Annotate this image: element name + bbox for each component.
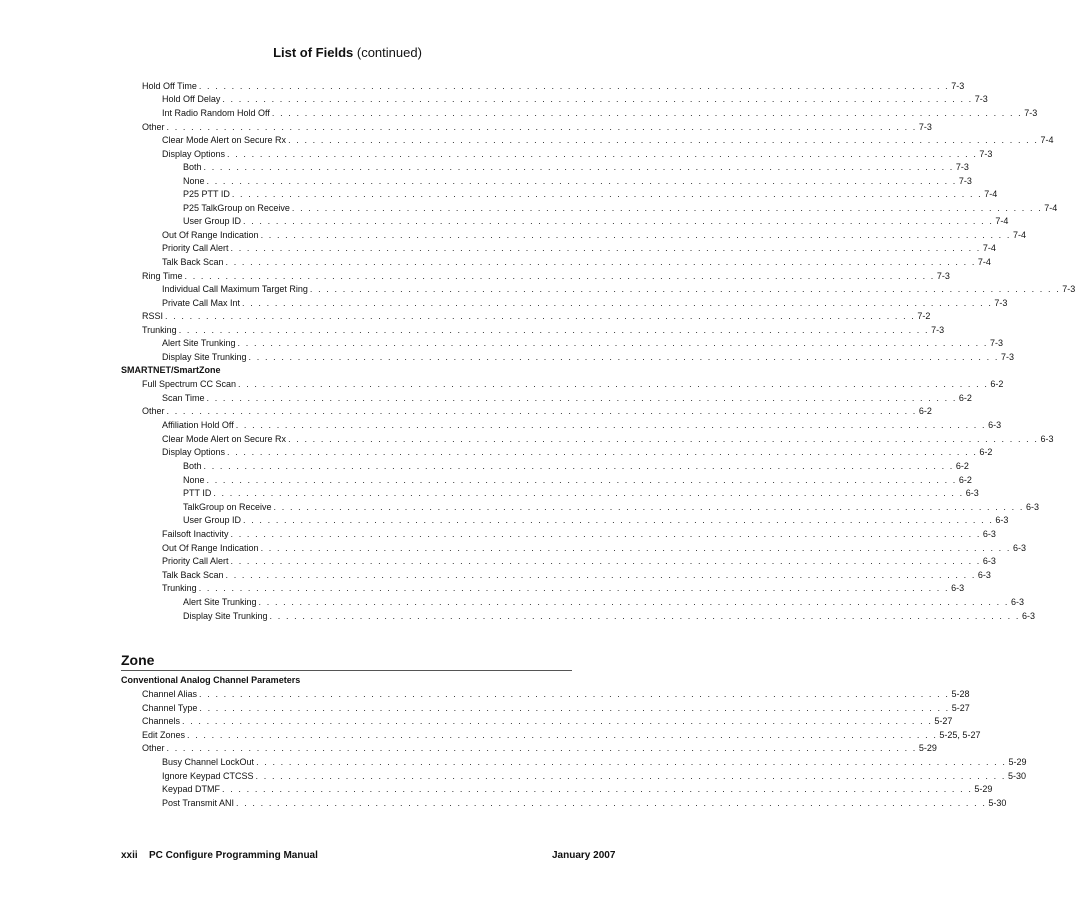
entry-page-number: 6-3 [982,529,996,539]
entry-label: Full Spectrum CC Scan [142,379,237,389]
entry-label: Priority Call Alert [162,243,229,253]
dot-leader: . . . . . . . . . . . . . . . . . . . . . . . . . . . . . . . . . . . . . . . . . . . . . . . . . . . . . . . . . . . . . . . . . . . . . . . . . . . . . . . . . . . . . . . . . . . . [178,325,930,335]
entry-label: PTT ID [183,488,212,498]
entry-page-number: 5-27 [951,703,970,713]
entry-page-number: 7-4 [1044,203,1058,213]
entry-label: Display Site Trunking [162,352,247,362]
dot-leader: . . . . . . . . . . . . . . . . . . . . . . . . . . . . . . . . . . . . . . . . . . . . . . . . . . . . . . . . . . . . . . . . . . . . . . . . . . . . . . . . . . . . . . . . . . . . [203,162,954,172]
entry-label: Busy Channel LockOut [162,757,255,767]
entry-page-number: 6-3 [1025,502,1039,512]
dot-leader: . . . . . . . . . . . . . . . . . . . . . . . . . . . . . . . . . . . . . . . . . . . . . . . . . . . . . . . . . . . . . . . . . . . . . . . . . . . . . . . . . . . . . . . . . . . . [222,94,973,104]
dot-leader: . . . . . . . . . . . . . . . . . . . . . . . . . . . . . . . . . . . . . . . . . . . . . . . . . . . . . . . . . . . . . . . . . . . . . . . . . . . . . . . . . . . . . . . . . . . . [236,798,987,808]
index-entry [183,460,969,473]
entry-label: Channel Alias [142,689,198,699]
entry-page-number: 6-3 [951,583,965,593]
entry-page-number: 7-3 [974,94,988,104]
subheading-conventional-analog: Conventional Analog Channel Parameters [121,675,301,685]
entry-page-number: 7-3 [994,298,1008,308]
dot-leader: . . . . . . . . . . . . . . . . . . . . . . . . . . . . . . . . . . . . . . . . . . . . . . . . . . . . . . . . . . . . . . . . . . . . . . . . . . . . . . . . . . . . . . . . . . . . [235,420,987,430]
entry-page-number: 7-4 [982,243,996,253]
entry-page-number: 7-3 [951,81,965,91]
dot-leader: . . . . . . . . . . . . . . . . . . . . . . . . . . . . . . . . . . . . . . . . . . . . . . . . . . . . . . . . . . . . . . . . . . . . . . . . . . . . . . . . . . . . . . . . . . . . [260,543,1011,553]
footer-page-number: xxii [121,850,138,861]
dot-leader: . . . . . . . . . . . . . . . . . . . . . . . . . . . . . . . . . . . . . . . . . . . . . . . . . . . . . . . . . . . . . . . . . . . . . . . . . . . . . . . . . . . . . . . . . . . . [222,784,973,794]
dot-leader: . . . . . . . . . . . . . . . . . . . . . . . . . . . . . . . . . . . . . . . . . . . . . . . . . . . . . . . . . . . . . . . . . . . . . . . . . . . . . . . . . . . . . . . . . . . . [166,122,917,132]
index-entry [142,324,945,337]
dot-leader: . . . . . . . . . . . . . . . . . . . . . . . . . . . . . . . . . . . . . . . . . . . . . . . . . . . . . . . . . . . . . . . . . . . . . . . . . . . . . . . . . . . . . . . . . . . . [166,743,917,753]
entry-label: Display Options [162,149,226,159]
entry-page-number: 7-3 [931,325,945,335]
entry-page-number: 7-4 [1040,135,1054,145]
subheading-smartnet-smartzone: SMARTNET/SmartZone [121,365,221,375]
entry-page-number: 5-25, 5-27 [939,730,981,740]
dot-leader: . . . . . . . . . . . . . . . . . . . . . . . . . . . . . . . . . . . . . . . . . . . . . . . . . . . . . . . . . . . . . . . . . . . . . . . . . . . . . . . . . . . . . . . . . . . . [269,611,1020,621]
entry-page-number: 6-3 [1012,543,1026,553]
entry-label: Alert Site Trunking [162,338,236,348]
entry-label: Other [142,122,165,132]
entry-page-number: 6-2 [955,461,969,471]
entry-page-number: 7-3 [958,176,972,186]
index-entry [183,161,969,174]
dot-leader: . . . . . . . . . . . . . . . . . . . . . . . . . . . . . . . . . . . . . . . . . . . . . . . . . . . . . . . . . . . . . . . . . . . . . . . . . . . . . . . . . . . . . . . . . . . . [231,189,983,199]
index-entry [162,93,988,106]
dot-leader: . . . . . . . . . . . . . . . . . . . . . . . . . . . . . . . . . . . . . . . . . . . . . . . . . . . . . . . . . . . . . . . . . . . . . . . . . . . . . . . . . . . . . . . . . . . . [243,216,994,226]
entry-page-number: 7-4 [1012,230,1026,240]
index-entry [162,283,1075,296]
dot-leader: . . . . . . . . . . . . . . . . . . . . . . . . . . . . . . . . . . . . . . . . . . . . . . . . . . . . . . . . . . . . . . . . . . . . . . . . . . . . . . . . . . . . . . . . . . . . [203,461,954,471]
index-entry [162,770,1026,783]
dot-leader: . . . . . . . . . . . . . . . . . . . . . . . . . . . . . . . . . . . . . . . . . . . . . . . . . . . . . . . . . . . . . . . . . . . . . . . . . . . . . . . . . . . . . . . . . . . . [288,434,1039,444]
entry-page-number: 7-4 [984,189,998,199]
entry-label: Both [183,162,202,172]
entry-page-number: 6-2 [979,447,993,457]
entry-label: P25 TalkGroup on Receive [183,203,290,213]
entry-label: Private Call Max Int [162,298,241,308]
dot-leader: . . . . . . . . . . . . . . . . . . . . . . . . . . . . . . . . . . . . . . . . . . . . . . . . . . . . . . . . . . . . . . . . . . . . . . . . . . . . . . . . . . . . . . . . . . . . [225,570,976,580]
entry-page-number: 7-2 [917,311,931,321]
index-entry [162,351,1014,364]
dot-leader: . . . . . . . . . . . . . . . . . . . . . . . . . . . . . . . . . . . . . . . . . . . . . . . . . . . . . . . . . . . . . . . . . . . . . . . . . . . . . . . . . . . . . . . . . . . . [258,597,1009,607]
entry-label: User Group ID [183,515,242,525]
dot-leader: . . . . . . . . . . . . . . . . . . . . . . . . . . . . . . . . . . . . . . . . . . . . . . . . . . . . . . . . . . . . . . . . . . . . . . . . . . . . . . . . . . . . . . . . . . . . [198,583,950,593]
dot-leader: . . . . . . . . . . . . . . . . . . . . . . . . . . . . . . . . . . . . . . . . . . . . . . . . . . . . . . . . . . . . . . . . . . . . . . . . . . . . . . . . . . . . . . . . . . . . [227,149,978,159]
entry-label: Talk Back Scan [162,257,224,267]
index-entry [162,528,996,541]
index-entry [162,107,1038,120]
entry-label: Hold Off Time [142,81,197,91]
index-entry [162,419,1002,432]
index-entry [162,783,993,796]
index-entry [162,446,993,459]
entry-label: TalkGroup on Receive [183,502,272,512]
dot-leader: . . . . . . . . . . . . . . . . . . . . . . . . . . . . . . . . . . . . . . . . . . . . . . . . . . . . . . . . . . . . . . . . . . . . . . . . . . . . . . . . . . . . . . . . . . . . [243,515,994,525]
dot-leader: . . . . . . . . . . . . . . . . . . . . . . . . . . . . . . . . . . . . . . . . . . . . . . . . . . . . . . . . . . . . . . . . . . . . . . . . . . . . . . . . . . . . . . . . . . . . [291,203,1043,213]
dot-leader: . . . . . . . . . . . . . . . . . . . . . . . . . . . . . . . . . . . . . . . . . . . . . . . . . . . . . . . . . . . . . . . . . . . . . . . . . . . . . . . . . . . . . . . . . . . . [199,689,950,699]
dot-leader: . . . . . . . . . . . . . . . . . . . . . . . . . . . . . . . . . . . . . . . . . . . . . . . . . . . . . . . . . . . . . . . . . . . . . . . . . . . . . . . . . . . . . . . . . . . . [260,230,1011,240]
index-entry [183,610,1035,623]
index-entry [142,270,950,283]
entry-label: Scan Time [162,393,205,403]
entry-page-number: 6-2 [918,406,932,416]
entry-page-number: 7-3 [936,271,950,281]
entry-label: User Group ID [183,216,242,226]
section-divider [121,670,572,671]
entry-page-number: 7-3 [1062,284,1075,294]
entry-label: Channels [142,716,181,726]
dot-leader: . . . . . . . . . . . . . . . . . . . . . . . . . . . . . . . . . . . . . . . . . . . . . . . . . . . . . . . . . . . . . . . . . . . . . . . . . . . . . . . . . . . . . . . . . . . . [198,81,950,91]
dot-leader: . . . . . . . . . . . . . . . . . . . . . . . . . . . . . . . . . . . . . . . . . . . . . . . . . . . . . . . . . . . . . . . . . . . . . . . . . . . . . . . . . . . . . . . . . . . . [187,730,938,740]
index-entry [142,729,981,742]
entry-label: Hold Off Delay [162,94,221,104]
entry-label: Talk Back Scan [162,570,224,580]
index-entry [142,378,1004,391]
entry-page-number: 6-2 [958,475,972,485]
index-entry [142,80,965,93]
index-entry [162,433,1054,446]
index-entry [142,121,932,134]
dot-leader: . . . . . . . . . . . . . . . . . . . . . . . . . . . . . . . . . . . . . . . . . . . . . . . . . . . . . . . . . . . . . . . . . . . . . . . . . . . . . . . . . . . . . . . . . . . . [238,379,989,389]
entry-page-number: 5-28 [951,689,970,699]
entry-label: Int Radio Random Hold Off [162,108,270,118]
index-entry [183,215,1009,228]
index-entry [183,474,972,487]
entry-page-number: 6-2 [958,393,972,403]
entry-label: Ignore Keypad CTCSS [162,771,254,781]
dot-leader: . . . . . . . . . . . . . . . . . . . . . . . . . . . . . . . . . . . . . . . . . . . . . . . . . . . . . . . . . . . . . . . . . . . . . . . . . . . . . . . . . . . . . . . . . . . . [213,488,964,498]
entry-page-number: 6-3 [982,556,996,566]
entry-page-number: 7-3 [1024,108,1038,118]
dot-leader: . . . . . . . . . . . . . . . . . . . . . . . . . . . . . . . . . . . . . . . . . . . . . . . . . . . . . . . . . . . . . . . . . . . . . . . . . . . . . . . . . . . . . . . . . . . . [256,757,1007,767]
dot-leader: . . . . . . . . . . . . . . . . . . . . . . . . . . . . . . . . . . . . . . . . . . . . . . . . . . . . . . . . . . . . . . . . . . . . . . . . . . . . . . . . . . . . . . . . . . . . [206,475,957,485]
entry-page-number: 7-4 [995,216,1009,226]
entry-page-number: 5-27 [934,716,953,726]
entry-page-number: 6-3 [995,515,1009,525]
index-entry [142,310,931,323]
dot-leader: . . . . . . . . . . . . . . . . . . . . . . . . . . . . . . . . . . . . . . . . . . . . . . . . . . . . . . . . . . . . . . . . . . . . . . . . . . . . . . . . . . . . . . . . . . . . [271,108,1023,118]
entry-label: Out Of Range Indication [162,543,259,553]
index-entry [183,202,1058,215]
dot-leader: . . . . . . . . . . . . . . . . . . . . . . . . . . . . . . . . . . . . . . . . . . . . . . . . . . . . . . . . . . . . . . . . . . . . . . . . . . . . . . . . . . . . . . . . . . . . [182,716,933,726]
dot-leader: . . . . . . . . . . . . . . . . . . . . . . . . . . . . . . . . . . . . . . . . . . . . . . . . . . . . . . . . . . . . . . . . . . . . . . . . . . . . . . . . . . . . . . . . . . . . [309,284,1061,294]
entry-label: Keypad DTMF [162,784,221,794]
entry-label: Alert Site Trunking [183,597,257,607]
dot-leader: . . . . . . . . . . . . . . . . . . . . . . . . . . . . . . . . . . . . . . . . . . . . . . . . . . . . . . . . . . . . . . . . . . . . . . . . . . . . . . . . . . . . . . . . . . . . [225,257,976,267]
entry-label: Affiliation Hold Off [162,420,234,430]
index-entry [142,742,937,755]
index-entry [142,715,953,728]
index-entry [162,555,996,568]
dot-leader: . . . . . . . . . . . . . . . . . . . . . . . . . . . . . . . . . . . . . . . . . . . . . . . . . . . . . . . . . . . . . . . . . . . . . . . . . . . . . . . . . . . . . . . . . . . . [288,135,1039,145]
entry-label: Trunking [142,325,177,335]
entry-label: Other [142,743,165,753]
index-entry [142,405,932,418]
entry-label: Display Site Trunking [183,611,268,621]
entry-label: None [183,176,205,186]
entry-page-number: 7-3 [955,162,969,172]
entry-label: Clear Mode Alert on Secure Rx [162,135,287,145]
entry-page-number: 7-4 [977,257,991,267]
index-entry [162,148,993,161]
index-entry [162,134,1054,147]
entry-label: Priority Call Alert [162,556,229,566]
page-title [0,45,695,60]
entry-label: Clear Mode Alert on Secure Rx [162,434,287,444]
entry-page-number: 6-3 [988,420,1002,430]
dot-leader: . . . . . . . . . . . . . . . . . . . . . . . . . . . . . . . . . . . . . . . . . . . . . . . . . . . . . . . . . . . . . . . . . . . . . . . . . . . . . . . . . . . . . . . . . . . . [242,298,993,308]
entry-page-number: 6-3 [1021,611,1035,621]
index-entry [183,188,998,201]
entry-label: Ring Time [142,271,183,281]
entry-page-number: 6-3 [965,488,979,498]
entry-label: Display Options [162,447,226,457]
footer-date: January 2007 [552,850,616,861]
footer-manual-title: PC Configure Programming Manual [149,850,318,861]
index-entry [142,688,970,701]
index-entry [162,337,1003,350]
section-title-zone: Zone [121,652,155,668]
dot-leader: . . . . . . . . . . . . . . . . . . . . . . . . . . . . . . . . . . . . . . . . . . . . . . . . . . . . . . . . . . . . . . . . . . . . . . . . . . . . . . . . . . . . . . . . . . . . [199,703,950,713]
entry-label: RSSI [142,311,164,321]
entry-label: Out Of Range Indication [162,230,259,240]
index-entry [162,569,991,582]
entry-page-number: 5-29 [974,784,993,794]
entry-label: Other [142,406,165,416]
index-entry [183,175,972,188]
entry-label: Both [183,461,202,471]
entry-page-number: 6-3 [977,570,991,580]
entry-label: Individual Call Maximum Target Ring [162,284,308,294]
entry-label: Edit Zones [142,730,186,740]
index-entry [162,392,972,405]
entry-label: Channel Type [142,703,198,713]
entry-page-number: 7-3 [979,149,993,159]
entry-page-number: 5-30 [988,798,1007,808]
page-title-main: List of Fields [273,45,354,60]
entry-page-number: 6-2 [990,379,1004,389]
index-entry [183,487,979,500]
dot-leader: . . . . . . . . . . . . . . . . . . . . . . . . . . . . . . . . . . . . . . . . . . . . . . . . . . . . . . . . . . . . . . . . . . . . . . . . . . . . . . . . . . . . . . . . . . . . [206,393,957,403]
index-entry [162,797,1007,810]
dot-leader: . . . . . . . . . . . . . . . . . . . . . . . . . . . . . . . . . . . . . . . . . . . . . . . . . . . . . . . . . . . . . . . . . . . . . . . . . . . . . . . . . . . . . . . . . . . . [255,771,1006,781]
index-entry [183,514,1009,527]
entry-label: Failsoft Inactivity [162,529,229,539]
dot-leader: . . . . . . . . . . . . . . . . . . . . . . . . . . . . . . . . . . . . . . . . . . . . . . . . . . . . . . . . . . . . . . . . . . . . . . . . . . . . . . . . . . . . . . . . . . . . [206,176,957,186]
dot-leader: . . . . . . . . . . . . . . . . . . . . . . . . . . . . . . . . . . . . . . . . . . . . . . . . . . . . . . . . . . . . . . . . . . . . . . . . . . . . . . . . . . . . . . . . . . . . [273,502,1024,512]
index-entry [162,542,1026,555]
index-entry [183,596,1024,609]
dot-leader: . . . . . . . . . . . . . . . . . . . . . . . . . . . . . . . . . . . . . . . . . . . . . . . . . . . . . . . . . . . . . . . . . . . . . . . . . . . . . . . . . . . . . . . . . . . . [237,338,988,348]
index-entry [162,242,996,255]
entry-page-number: 7-3 [1000,352,1014,362]
entry-page-number: 7-3 [989,338,1003,348]
entry-page-number: 5-29 [1008,757,1027,767]
dot-leader: . . . . . . . . . . . . . . . . . . . . . . . . . . . . . . . . . . . . . . . . . . . . . . . . . . . . . . . . . . . . . . . . . . . . . . . . . . . . . . . . . . . . . . . . . . . . [165,311,916,321]
dot-leader: . . . . . . . . . . . . . . . . . . . . . . . . . . . . . . . . . . . . . . . . . . . . . . . . . . . . . . . . . . . . . . . . . . . . . . . . . . . . . . . . . . . . . . . . . . . . [227,447,978,457]
entry-page-number: 5-30 [1007,771,1026,781]
dot-leader: . . . . . . . . . . . . . . . . . . . . . . . . . . . . . . . . . . . . . . . . . . . . . . . . . . . . . . . . . . . . . . . . . . . . . . . . . . . . . . . . . . . . . . . . . . . . [184,271,935,281]
entry-page-number: 6-3 [1040,434,1054,444]
entry-page-number: 5-29 [918,743,937,753]
entry-label: Trunking [162,583,197,593]
dot-leader: . . . . . . . . . . . . . . . . . . . . . . . . . . . . . . . . . . . . . . . . . . . . . . . . . . . . . . . . . . . . . . . . . . . . . . . . . . . . . . . . . . . . . . . . . . . . [248,352,999,362]
entry-label: None [183,475,205,485]
entry-page-number: 7-3 [918,122,932,132]
index-entry [162,229,1026,242]
entry-page-number: 6-3 [1010,597,1024,607]
dot-leader: . . . . . . . . . . . . . . . . . . . . . . . . . . . . . . . . . . . . . . . . . . . . . . . . . . . . . . . . . . . . . . . . . . . . . . . . . . . . . . . . . . . . . . . . . . . . [230,529,981,539]
index-entry [142,702,970,715]
dot-leader: . . . . . . . . . . . . . . . . . . . . . . . . . . . . . . . . . . . . . . . . . . . . . . . . . . . . . . . . . . . . . . . . . . . . . . . . . . . . . . . . . . . . . . . . . . . . [230,556,981,566]
dot-leader: . . . . . . . . . . . . . . . . . . . . . . . . . . . . . . . . . . . . . . . . . . . . . . . . . . . . . . . . . . . . . . . . . . . . . . . . . . . . . . . . . . . . . . . . . . . . [230,243,981,253]
dot-leader: . . . . . . . . . . . . . . . . . . . . . . . . . . . . . . . . . . . . . . . . . . . . . . . . . . . . . . . . . . . . . . . . . . . . . . . . . . . . . . . . . . . . . . . . . . . . [166,406,917,416]
index-entry [162,256,991,269]
index-entry [183,501,1039,514]
index-entry [162,756,1027,769]
index-entry [162,297,1008,310]
entry-label: Post Transmit ANI [162,798,235,808]
index-entry [162,582,965,595]
page-title-suffix: (continued) [353,45,422,60]
entry-label: P25 PTT ID [183,189,230,199]
